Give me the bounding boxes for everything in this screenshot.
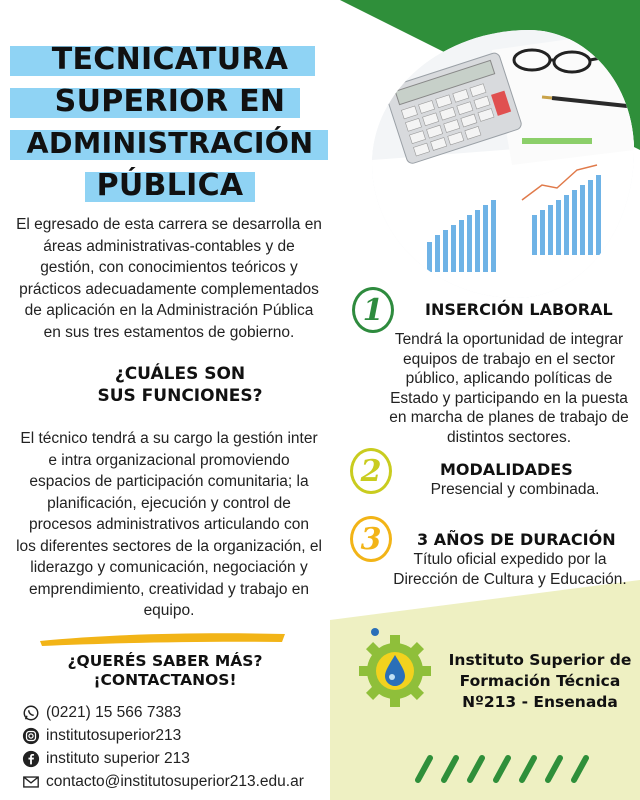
intro-line: áreas administrativas-contables y de xyxy=(43,237,295,255)
feature-description xyxy=(390,480,640,500)
contact-heading xyxy=(40,652,290,690)
whatsapp-icon xyxy=(22,704,40,722)
functions-line: equipo. xyxy=(143,602,195,619)
feature-line: equipos de trabajo en el sector xyxy=(403,350,615,368)
functions-line: espacios de participación comunitaria; la xyxy=(29,473,309,490)
email-icon xyxy=(22,773,40,791)
functions-line: liderazgo y comunicación, negociación y xyxy=(30,559,308,576)
functions-heading xyxy=(60,363,300,407)
functions-paragraph xyxy=(8,428,330,622)
feature-line: distintos sectores. xyxy=(446,428,572,446)
feature-title: MODALIDADES xyxy=(440,460,573,479)
page-title-line: PÚBLICA xyxy=(96,168,244,203)
number-1-text: 1 xyxy=(362,292,384,328)
feature-description xyxy=(380,550,640,589)
feature-line: Estado y participando en la puesta xyxy=(390,389,628,407)
feature-line: Tendrá la oportunidad de integrar xyxy=(394,331,624,348)
yellow-brush-stroke xyxy=(40,633,285,646)
page-title-line: SUPERIOR EN xyxy=(54,84,286,119)
feature-line: en marcha de planes de trabajo de xyxy=(389,409,629,426)
feature-line: Presencial y combinada. xyxy=(430,481,600,498)
contact-email-text[interactable]: contacto@institutosuperior213.edu.ar xyxy=(46,773,304,790)
feature-line: Título oficial expedido por la xyxy=(413,551,607,568)
institution-name-line: Formación Técnica xyxy=(459,672,621,690)
facebook-icon xyxy=(22,750,40,768)
functions-line: e intra organizacional promoviendo xyxy=(48,451,290,469)
gear-drop-logo-icon xyxy=(355,625,435,710)
intro-line: El egresado de esta carrera se desarrolla en xyxy=(16,216,322,233)
contact-heading-line: ¡CONTACTANOS! xyxy=(93,671,237,689)
number-2-text: 2 xyxy=(360,453,382,489)
intro-line: en sus tres estamentos de gobierno. xyxy=(43,323,295,341)
contact-facebook[interactable] xyxy=(22,748,190,770)
functions-line: emprendimiento, creatividad y trabajo en xyxy=(28,580,309,598)
intro-line: de aplicación en la Administración Pública xyxy=(24,302,314,319)
page-title-line: ADMINISTRACIÓN xyxy=(26,127,314,160)
contact-facebook-text[interactable]: instituto superior 213 xyxy=(46,750,190,767)
contact-phone-text[interactable]: (0221) 15 566 7383 xyxy=(46,704,182,721)
instagram-icon xyxy=(22,727,40,745)
contact-email[interactable] xyxy=(22,771,304,793)
contact-instagram[interactable] xyxy=(22,725,181,747)
functions-line: los diferentes sectores de la organización, el xyxy=(16,537,322,555)
contact-heading-line: ¿QUERÉS SABER MÁS? xyxy=(67,652,263,670)
institution-name-line: Nº213 - Ensenada xyxy=(462,693,618,711)
page-title-line: TECNICATURA xyxy=(51,42,289,77)
functions-line: procesos administrativos articulando con xyxy=(29,516,309,533)
contact-instagram-text[interactable]: institutosuperior213 xyxy=(46,727,182,744)
functions-line: El técnico tendrá a su cargo la gestión inter xyxy=(20,430,318,447)
contact-phone[interactable] xyxy=(22,702,181,724)
functions-heading-line: ¿CUÁLES SON xyxy=(114,364,246,384)
feature-title: INSERCIÓN LABORAL xyxy=(425,300,613,319)
feature-line: público, aplicando políticas de xyxy=(405,370,613,387)
intro-paragraph xyxy=(8,214,330,343)
feature-description xyxy=(378,330,640,447)
number-3-text: 3 xyxy=(360,521,382,557)
intro-line: prácticos adecuadamente complementados xyxy=(19,280,319,298)
functions-heading-line: SUS FUNCIONES? xyxy=(97,386,263,406)
feature-line: Dirección de Cultura y Educación. xyxy=(393,570,627,588)
number-2-badge xyxy=(350,448,392,494)
number-1-badge xyxy=(352,287,394,333)
intro-line: gestión, con conocimientos teóricos y xyxy=(40,259,298,276)
feature-title: 3 AÑOS DE DURACIÓN xyxy=(417,530,616,549)
institution-name-line: Instituto Superior de xyxy=(448,651,632,669)
functions-line: planificación, ejecución y control de xyxy=(47,494,291,512)
